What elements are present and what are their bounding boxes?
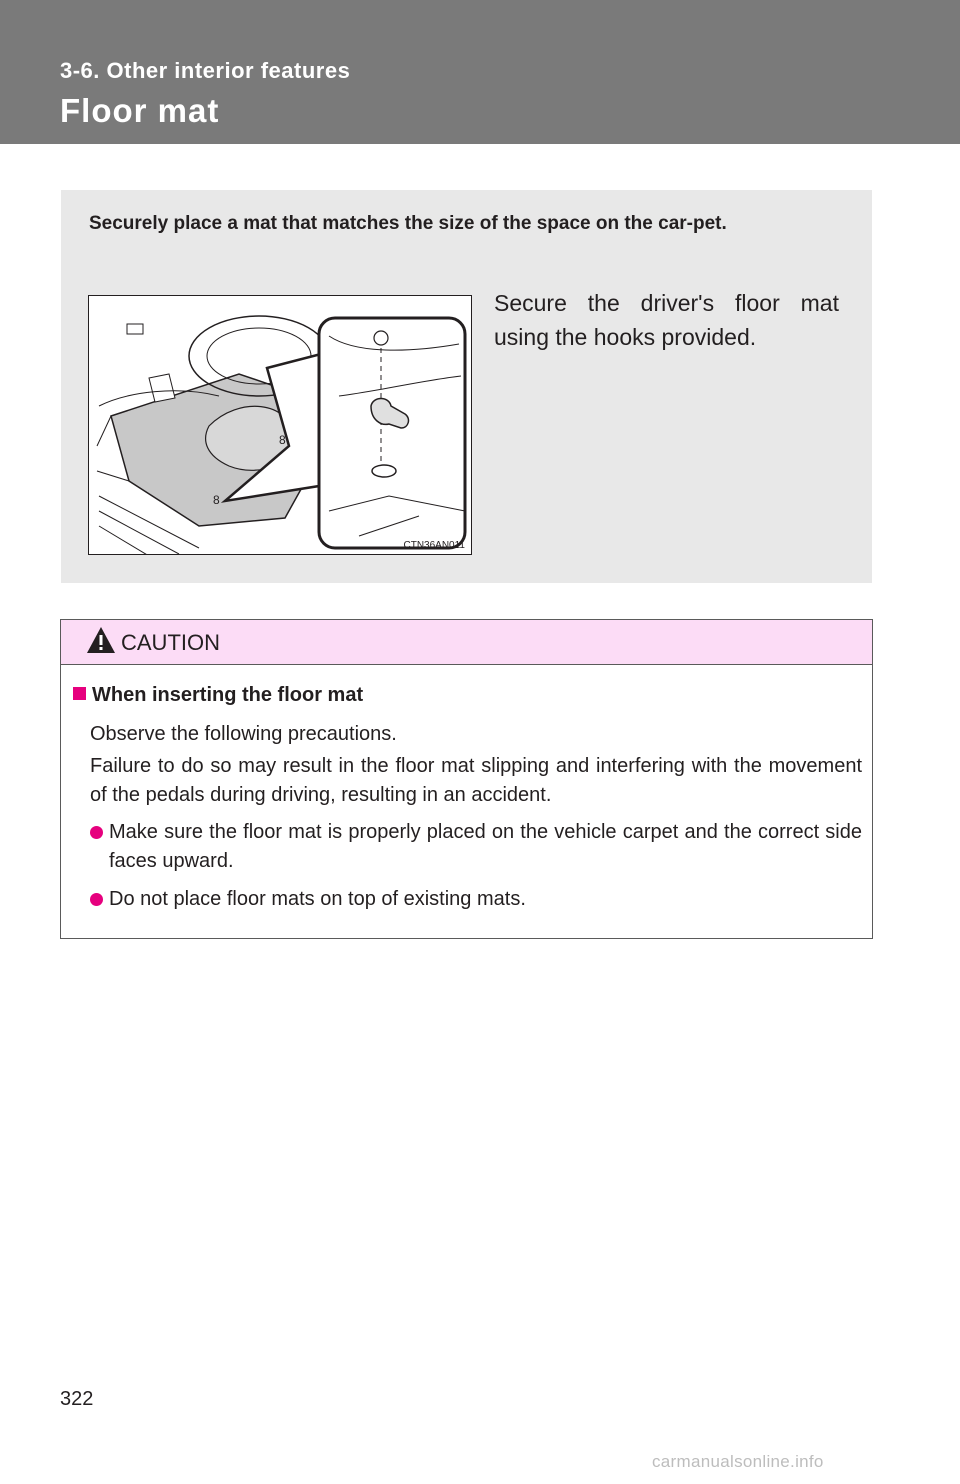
caution-bullet-text: Make sure the floor mat is properly placed on the vehicle carpet and the correct side faces upward. [109, 821, 862, 872]
page-header [0, 0, 960, 144]
intro-text: Securely place a mat that matches the size of the space on the car-pet. [89, 213, 727, 234]
section-title: 3-6. Other interior features [60, 58, 351, 83]
illustration-code: CTN36AN011 [403, 540, 465, 551]
caution-paragraph-2: Failure to do so may result in the floor mat slipping and interfering with the movement of the pedals during driving, resulting in an accident. [90, 755, 862, 806]
caution-bullet-2 [90, 885, 862, 914]
square-bullet-icon [73, 687, 86, 700]
circle-bullet-icon [90, 826, 103, 839]
caution-heading-text: When inserting the floor mat [92, 684, 364, 706]
caution-header [61, 620, 872, 665]
svg-text:8: 8 [279, 433, 286, 447]
floor-mat-drawing [89, 296, 472, 555]
page-title: Floor mat [60, 92, 220, 129]
caution-label: CAUTION [121, 630, 220, 655]
intro-box [61, 190, 872, 583]
caution-bullet-1 [90, 818, 862, 876]
caution-heading [73, 684, 363, 707]
caution-box [60, 619, 873, 939]
circle-bullet-icon [90, 893, 103, 906]
floor-mat-illustration [88, 295, 472, 555]
caution-bullet-text: Do not place floor mats on top of existing mats. [109, 888, 526, 910]
side-text: Secure the driver's floor mat using the hooks provided. [494, 290, 839, 350]
svg-text:8: 8 [213, 493, 220, 507]
page-number: 322 [60, 1388, 94, 1410]
warning-triangle-icon [86, 626, 116, 654]
caution-paragraph-1: Observe the following precautions. [90, 723, 397, 745]
watermark: carmanualsonline.info [652, 1452, 824, 1471]
